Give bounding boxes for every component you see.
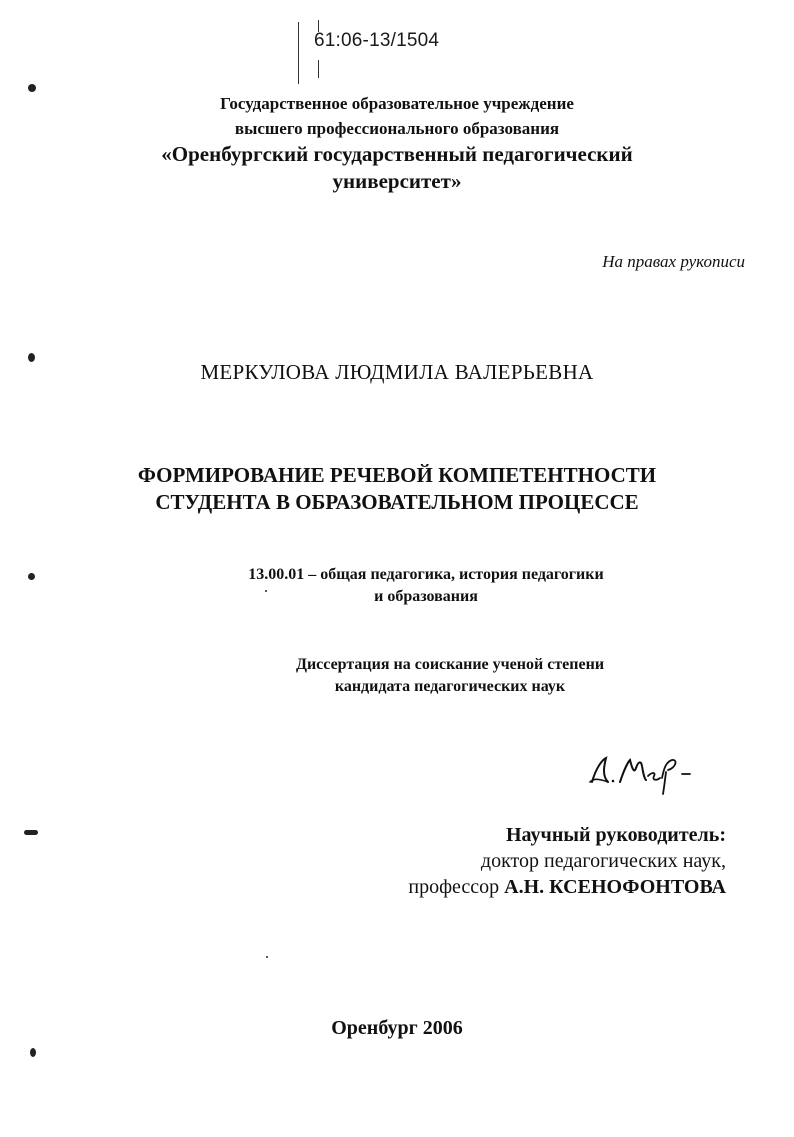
handwritten-signature bbox=[586, 748, 706, 803]
specialty-line-1: 13.00.01 – общая педагогика, история педагогики bbox=[248, 566, 604, 583]
institution-line-4: университет» bbox=[332, 169, 462, 193]
specialty-line-2: и образования bbox=[374, 588, 478, 605]
title-line-2: СТУДЕНТА В ОБРАЗОВАТЕЛЬНОМ ПРОЦЕССЕ bbox=[155, 490, 639, 514]
supervisor-title-line bbox=[408, 874, 726, 900]
archive-stamp-code: 61:06-13/1504 bbox=[314, 30, 440, 51]
dissertation-title bbox=[0, 462, 794, 516]
binding-hole-mark bbox=[30, 1048, 36, 1057]
supervisor-name: А.Н. КСЕНОФОНТОВА bbox=[504, 876, 726, 898]
degree-statement bbox=[240, 654, 660, 698]
author-name: МЕРКУЛОВА ЛЮДМИЛА ВАЛЕРЬЕВНА bbox=[200, 360, 594, 384]
specialty-code bbox=[186, 564, 666, 608]
degree-line-1: Диссертация на соискание ученой степени bbox=[295, 656, 605, 673]
scan-line-left bbox=[298, 22, 299, 84]
speck bbox=[266, 956, 268, 958]
supervisor-block bbox=[408, 822, 726, 900]
supervisor-title-prefix: профессор bbox=[408, 876, 500, 898]
scan-line-mid bbox=[318, 60, 319, 78]
signature-icon bbox=[586, 748, 706, 798]
institution-header bbox=[0, 91, 794, 195]
institution-line-1: Государственное образовательное учреждение bbox=[220, 94, 574, 113]
manuscript-note: На правах рукописи bbox=[602, 252, 745, 271]
binding-hole-mark bbox=[28, 573, 35, 580]
binding-hole-mark bbox=[24, 830, 38, 835]
title-line-1: ФОРМИРОВАНИЕ РЕЧЕВОЙ КОМПЕТЕНТНОСТИ bbox=[137, 463, 657, 487]
degree-line-2: кандидата педагогических наук bbox=[334, 678, 566, 695]
institution-line-2: высшего профессионального образования bbox=[234, 119, 560, 138]
supervisor-heading: Научный руководитель: bbox=[506, 824, 726, 846]
institution-line-3: «Оренбургский государственный педагогический bbox=[161, 142, 633, 166]
supervisor-rank: доктор педагогических наук, bbox=[480, 850, 726, 872]
city-year: Оренбург 2006 bbox=[331, 1017, 463, 1039]
